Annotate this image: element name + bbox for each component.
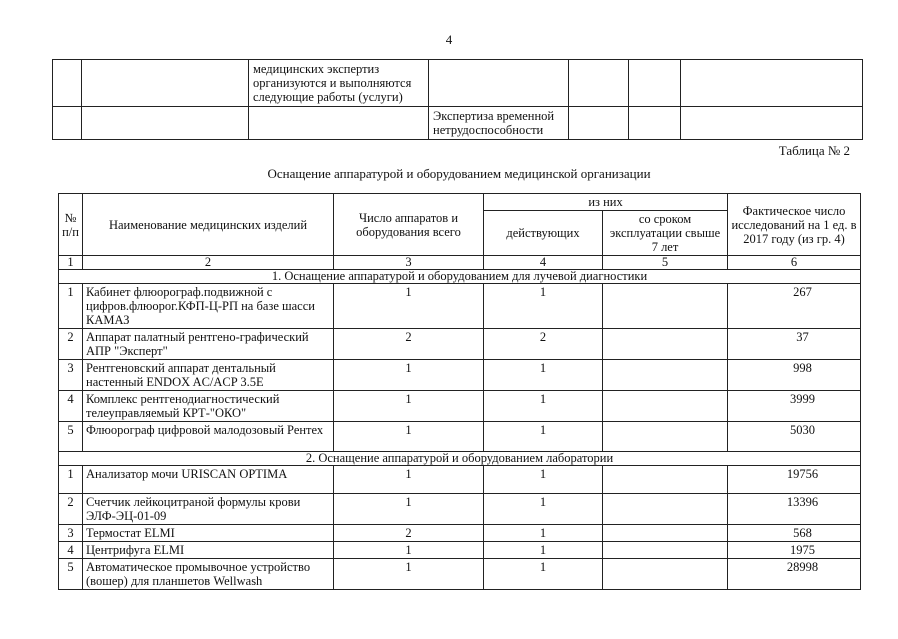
equipment-name: Аппарат палатный рентгено-графический АПР "Эксперт" [83, 329, 334, 360]
equipment-working: 1 [484, 466, 603, 494]
equipment-actual: 267 [728, 284, 861, 329]
equipment-total: 1 [334, 494, 484, 525]
equipment-actual: 37 [728, 329, 861, 360]
table-title: Оснащение аппаратурой и оборудованием медицинской организации [267, 166, 651, 181]
equipment-actual: 13396 [728, 494, 861, 525]
equipment-name: Рентгеновский аппарат дентальный настенный ENDOX AC/ACP 3.5E [83, 360, 334, 391]
equipment-expired [603, 391, 728, 422]
equipment-expired [603, 559, 728, 590]
equipment-working: 1 [484, 542, 603, 559]
row-number: 3 [59, 525, 83, 542]
equipment-expired [603, 466, 728, 494]
equipment-name: Автоматическое промывочное устройство (вошер) для планшетов Wellwash [83, 559, 334, 590]
top-table-row1-text: медицинских экспертиз организуются и выполняются следующие работы (услуги) [249, 60, 429, 107]
row-number: 4 [59, 542, 83, 559]
equipment-total: 1 [334, 542, 484, 559]
equipment-actual: 568 [728, 525, 861, 542]
equipment-expired [603, 284, 728, 329]
column-number: 1 [59, 256, 83, 270]
column-number: 4 [484, 256, 603, 270]
equipment-actual: 3999 [728, 391, 861, 422]
equipment-name: Флюорограф цифровой малодозовый Рентех [83, 422, 334, 452]
equipment-actual: 998 [728, 360, 861, 391]
top-table-row2-text: Экспертиза временной нетрудоспособности [429, 107, 569, 140]
column-number: 6 [728, 256, 861, 270]
equipment-working: 1 [484, 559, 603, 590]
header-of-them: из них [484, 194, 728, 211]
equipment-expired [603, 422, 728, 452]
row-number: 4 [59, 391, 83, 422]
row-number: 1 [59, 284, 83, 329]
equipment-expired [603, 525, 728, 542]
equipment-total: 1 [334, 391, 484, 422]
equipment-expired [603, 360, 728, 391]
equipment-actual: 28998 [728, 559, 861, 590]
equipment-working: 1 [484, 360, 603, 391]
equipment-working: 1 [484, 525, 603, 542]
equipment-expired [603, 329, 728, 360]
equipment-total: 1 [334, 559, 484, 590]
equipment-total: 1 [334, 284, 484, 329]
header-total: Число аппаратов и оборудования всего [334, 194, 484, 256]
equipment-name: Центрифуга ELMI [83, 542, 334, 559]
header-num: № п/п [59, 194, 83, 256]
equipment-total: 1 [334, 466, 484, 494]
equipment-actual: 5030 [728, 422, 861, 452]
equipment-expired [603, 494, 728, 525]
header-name: Наименование медицинских изделий [83, 194, 334, 256]
continuation-table [52, 59, 863, 140]
section-title: 1. Оснащение аппаратурой и оборудованием для лучевой диагностики [59, 270, 861, 284]
row-number: 3 [59, 360, 83, 391]
equipment-name: Термостат ELMI [83, 525, 334, 542]
equipment-table [58, 193, 861, 590]
header-actual: Фактическое число исследований на 1 ед. в 2017 году (из гр. 4) [728, 194, 861, 256]
equipment-actual: 19756 [728, 466, 861, 494]
row-number: 1 [59, 466, 83, 494]
page-number: 4 [445, 32, 453, 47]
equipment-actual: 1975 [728, 542, 861, 559]
row-number: 2 [59, 494, 83, 525]
equipment-expired [603, 542, 728, 559]
equipment-total: 2 [334, 329, 484, 360]
equipment-name: Комплекс рентгенодиагностический телеуправляемый КРТ-"ОКО" [83, 391, 334, 422]
equipment-total: 1 [334, 422, 484, 452]
equipment-name: Кабинет флюорограф.подвижной с цифров.флюорог.КФП-Ц-РП на базе шасси КАМАЗ [83, 284, 334, 329]
equipment-working: 1 [484, 284, 603, 329]
column-number: 3 [334, 256, 484, 270]
equipment-working: 2 [484, 329, 603, 360]
row-number: 5 [59, 422, 83, 452]
column-number: 2 [83, 256, 334, 270]
equipment-name: Счетчик лейкоцитраной формулы крови ЭЛФ-ЭЦ-01-09 [83, 494, 334, 525]
equipment-total: 1 [334, 360, 484, 391]
header-working: действующих [484, 211, 603, 256]
section-title: 2. Оснащение аппаратурой и оборудованием лаборатории [59, 452, 861, 466]
equipment-name: Анализатор мочи URISCAN OPTIMA [83, 466, 334, 494]
row-number: 2 [59, 329, 83, 360]
row-number: 5 [59, 559, 83, 590]
equipment-working: 1 [484, 494, 603, 525]
table-label: Таблица № 2 [778, 143, 850, 158]
equipment-total: 2 [334, 525, 484, 542]
equipment-working: 1 [484, 422, 603, 452]
header-expired: со сроком эксплуатации свыше 7 лет [603, 211, 728, 256]
column-number: 5 [603, 256, 728, 270]
equipment-working: 1 [484, 391, 603, 422]
